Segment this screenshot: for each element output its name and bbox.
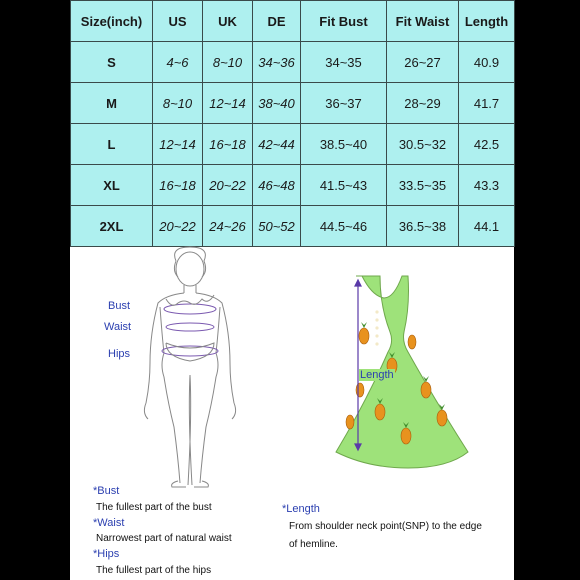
cell-us: 20~22: [153, 206, 203, 247]
cell-size: 2XL: [71, 206, 153, 247]
cell-uk: 24~26: [203, 206, 253, 247]
dress-illustration: [332, 272, 470, 472]
header-size: Size(inch): [71, 1, 153, 42]
cell-length: 40.9: [459, 42, 515, 83]
measurement-guide: [70, 247, 514, 580]
cell-length: 42.5: [459, 124, 515, 165]
body-figure-illustration: [120, 247, 260, 487]
cell-de: 50~52: [253, 206, 301, 247]
bust-label: Bust: [108, 300, 131, 312]
legend-waist-desc: Narrowest part of natural waist: [96, 533, 232, 544]
cell-de: 42~44: [253, 124, 301, 165]
cell-fit-bust: 34~35: [301, 42, 387, 83]
cell-length: 44.1: [459, 206, 515, 247]
cell-fit-waist: 28~29: [387, 83, 459, 124]
cell-fit-bust: 38.5~40: [301, 124, 387, 165]
cell-de: 34~36: [253, 42, 301, 83]
legend-bust-term: *Bust: [93, 485, 120, 497]
cell-us: 4~6: [153, 42, 203, 83]
cell-fit-waist: 26~27: [387, 42, 459, 83]
hips-label: Hips: [108, 348, 131, 360]
cell-uk: 12~14: [203, 83, 253, 124]
header-fit-waist: Fit Waist: [387, 1, 459, 42]
table-row: [71, 83, 515, 124]
cell-size: L: [71, 124, 153, 165]
cell-de: 38~40: [253, 83, 301, 124]
header-length: Length: [459, 1, 515, 42]
cell-de: 46~48: [253, 165, 301, 206]
legend-waist-term: *Waist: [93, 517, 125, 529]
cell-length: 43.3: [459, 165, 515, 206]
cell-uk: 20~22: [203, 165, 253, 206]
cell-uk: 16~18: [203, 124, 253, 165]
legend-length-term: *Length: [282, 503, 320, 515]
cell-fit-bust: 36~37: [301, 83, 387, 124]
header-de: DE: [253, 1, 301, 42]
legend-length-desc-line1: From shoulder neck point(SNP) to the edge: [289, 521, 482, 532]
waist-label: Waist: [104, 321, 132, 333]
cell-us: 16~18: [153, 165, 203, 206]
header-fit-bust: Fit Bust: [301, 1, 387, 42]
table-header-row: [71, 1, 515, 42]
size-table: [70, 0, 515, 247]
cell-size: M: [71, 83, 153, 124]
length-label: Length: [360, 369, 394, 381]
legend-hips-desc: The fullest part of the hips: [96, 565, 212, 576]
header-uk: UK: [203, 1, 253, 42]
legend-length-desc-line2: of hemline.: [289, 539, 338, 550]
cell-fit-waist: 33.5~35: [387, 165, 459, 206]
cell-size: XL: [71, 165, 153, 206]
header-us: US: [153, 1, 203, 42]
cell-size: S: [71, 42, 153, 83]
cell-fit-bust: 44.5~46: [301, 206, 387, 247]
cell-us: 8~10: [153, 83, 203, 124]
table-row: [71, 124, 515, 165]
cell-us: 12~14: [153, 124, 203, 165]
legend-hips-term: *Hips: [93, 548, 120, 560]
cell-fit-bust: 41.5~43: [301, 165, 387, 206]
legend-bust-desc: The fullest part of the bust: [96, 502, 212, 513]
cell-fit-waist: 36.5~38: [387, 206, 459, 247]
table-row: [71, 165, 515, 206]
table-row: [71, 206, 515, 247]
cell-uk: 8~10: [203, 42, 253, 83]
cell-length: 41.7: [459, 83, 515, 124]
table-row: [71, 42, 515, 83]
cell-fit-waist: 30.5~32: [387, 124, 459, 165]
